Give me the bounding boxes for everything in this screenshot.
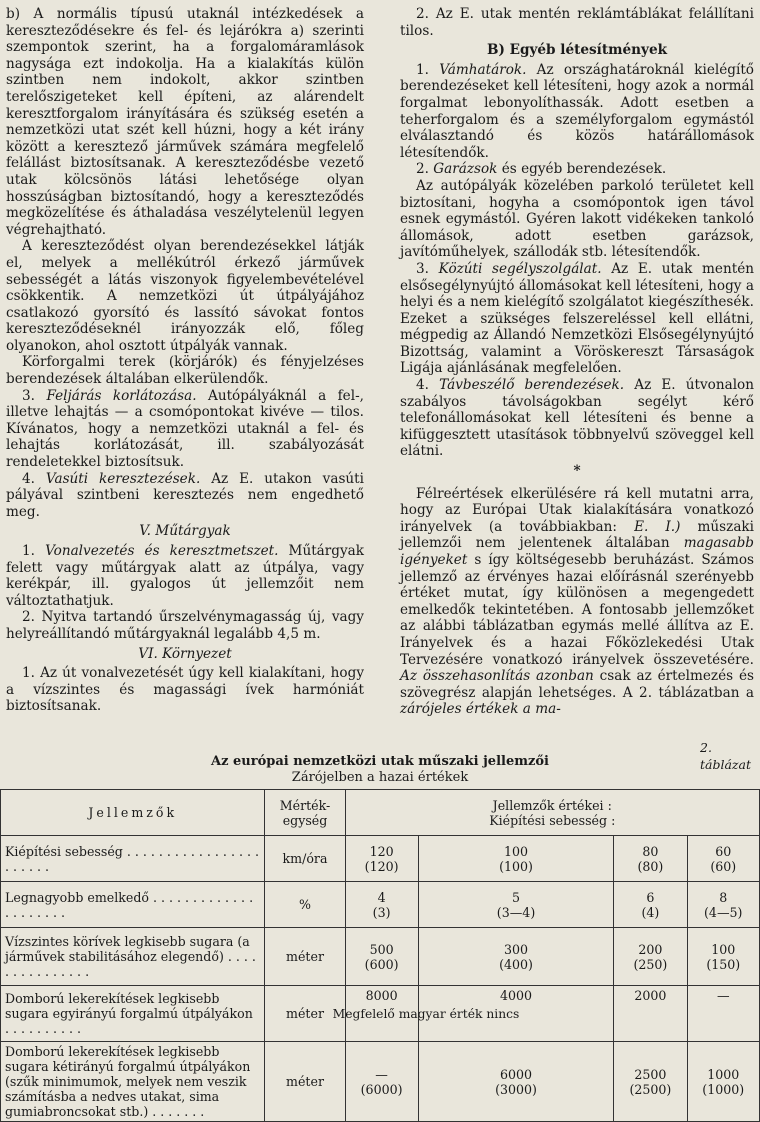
item-number: 2. bbox=[416, 161, 434, 178]
row-feature: Kiépítési sebesség . . . . . . . . . . . . . . . . . . . . . . . bbox=[1, 836, 265, 882]
item-title: Vámhatárok. bbox=[439, 61, 527, 78]
paragraph bbox=[400, 261, 754, 377]
paragraph: Körforgalmi terek (körjárók) és fényjelzéses berendezések általában elkerülendők. bbox=[6, 354, 364, 388]
header-feature: Jellemzők bbox=[1, 790, 265, 836]
table-row bbox=[1, 1042, 760, 1122]
item-title: Vonalvezetés és keresztmetszet. bbox=[45, 543, 279, 559]
header-values bbox=[345, 790, 759, 836]
table-body bbox=[1, 836, 760, 1122]
item-number: 3. bbox=[22, 387, 47, 404]
section-heading: VI. Környezet bbox=[138, 645, 232, 662]
item-number: 3. bbox=[416, 260, 439, 277]
text-run: magasabb igényeket bbox=[400, 535, 754, 568]
paragraph bbox=[6, 471, 364, 521]
row-unit: méter bbox=[265, 986, 345, 1042]
row-value: — (6000) bbox=[345, 1042, 418, 1122]
row-unit: méter bbox=[265, 1042, 345, 1122]
text-run: Az összehasonlítás azonban bbox=[400, 668, 594, 685]
right-column bbox=[400, 6, 754, 718]
row-feature: Legnagyobb emelkedő . . . . . . . . . . . . . . . . . . . . . bbox=[1, 882, 265, 928]
section-heading: V. Műtárgyak bbox=[139, 523, 231, 540]
row-value: 6 (4) bbox=[614, 882, 687, 928]
row-value: 500 (600) bbox=[345, 928, 418, 986]
text-run: csak az értelmezés és szövegrész alapján lehetséges. A 2. táblázatban a bbox=[400, 668, 754, 701]
row-unit: méter bbox=[265, 928, 345, 986]
row-note: Megfelelő magyar érték nincs bbox=[332, 1007, 520, 1021]
paragraph: b) A normális típusú utaknál intézkedések a kereszteződésekre és fel- és lejárókra a) szerinti szempontok szerint, ha a forgalomáramlások nagysága ezt indokolja. Ha a kialakítás külön szintben nem indokolt, akkor szintben terelőszigeteket kell építeni, az alárendelt keresztforgalom irányítására és szükség esetén a nemzetközi utat szét kell húzni, hogy a két irány között a keresztező járművek számára megfelelő felállást biztosítsanak. A kereszteződésbe vezető utak kölcsönös látási lehetősége olyan hosszúságban biztosítandó, hogy a kereszteződés megközelítése és áthaladása veszélytelenül legyen végrehajtható. bbox=[6, 6, 364, 238]
item-text: Az országhatároknál kielégítő berendezéseket kell létesíteni, hogy azok a normál forgalmat lebonyolíthassák. Adott esetben a teherforgalom és a személyforgalom egymástól elválasztandó és közös határállomások létesítendők. bbox=[400, 61, 754, 161]
separator-asterisk: * bbox=[573, 463, 581, 480]
row-value: 6000 (3000) bbox=[418, 1042, 614, 1122]
paragraph: Az autópályák közelében parkoló területet kell biztosítani, hogyha a csomópontok igen távol esnek egymástól. Gyéren lakott vidékeken tankoló állomások, adott esetben garázsok, javítóműhelyek, szállodák stb. létesítendők. bbox=[400, 177, 754, 261]
row-value: 200 (250) bbox=[614, 928, 687, 986]
row-feature: Domború lekerekítések legkisebb sugara egyirányú forgalmú útpályákon . . . . . . . . . . bbox=[1, 986, 265, 1042]
row-value: 4000 Megfelelő magyar érték nincs bbox=[418, 986, 614, 1042]
row-value: 4 (3) bbox=[345, 882, 418, 928]
paragraph bbox=[400, 486, 754, 718]
row-value: 1000 (1000) bbox=[687, 1042, 760, 1122]
table-subtitle: Zárójelben a hazai értékek bbox=[291, 770, 469, 785]
row-value: 120 (120) bbox=[345, 836, 418, 882]
row-value: 100 (100) bbox=[418, 836, 614, 882]
item-text: Autópályáknál a fel-, illetve lehajtás — a csomópontokat kivéve — tilos. Kívánatos, hogy a nemzetközi utaknál a fel- és lehajtás korlátozását, ill. szabályozását rendeletekkel biztosítsuk. bbox=[6, 387, 364, 471]
left-column bbox=[6, 6, 364, 715]
item-text: Az E. útvonalon szabályos távolságokban segélyt kérő telefonállomásokat kell létesíteni és benne a kifüggesztett utasítások többnyelvű szöveggel kell elátni. bbox=[400, 377, 754, 460]
row-value: 2000 bbox=[614, 986, 687, 1042]
item-number: 4. bbox=[416, 377, 440, 394]
row-value: 100 (150) bbox=[687, 928, 760, 986]
row-value: 5 (3—4) bbox=[418, 882, 614, 928]
item-text: Műtárgyak felett vagy műtárgyak alatt az útpálya, vagy kerékpár, ill. gyalogos út jellemzőit nem változtathatjuk. bbox=[6, 543, 364, 609]
row-feature: Vízszintes körívek legkisebb sugara (a járművek stabilitásához elegendő) . . . . . . . . . . . . . . . bbox=[1, 928, 265, 986]
item-number: 4. bbox=[22, 470, 46, 487]
table-row bbox=[1, 928, 760, 986]
row-unit: km/óra bbox=[265, 836, 345, 882]
paragraph: 2. Az E. utak mentén reklámtáblákat felállítani tilos. bbox=[400, 6, 754, 39]
table-row bbox=[1, 986, 760, 1042]
item-title: Garázsok bbox=[433, 161, 498, 178]
row-value: 80 (80) bbox=[614, 836, 687, 882]
row-value: — bbox=[687, 986, 760, 1042]
paragraph bbox=[400, 377, 754, 460]
header-unit: Mérték-egység bbox=[265, 790, 345, 836]
paragraph: A kereszteződést olyan berendezésekkel látják el, melyek a mellékútról érkező járművek sebességét a látás viszonyok figyelembevételével csökkentik. A nemzetközi út útpályájához csatlakozó gyorsító és lassító sávokat fontos kereszteződéseknél irányozzák elő, főleg olyanokon, ahol osztott útpályák vannak. bbox=[6, 238, 364, 354]
paragraph: 2. Nyitva tartandó űrszelvénymagasság új, vagy helyreállítandó műtárgyaknál legalább 4,5 m. bbox=[6, 609, 364, 642]
item-title: Vasúti keresztezések. bbox=[45, 470, 201, 487]
item-text: Az E. utak mentén elsősegélynyújtó állomásokat kell létesíteni, hogy a helyi és a nem kielégítő szolgálatot kiegészíthesék. Ezeket a szükséges felszereléssel kell ellátni, mégpedig az Állandó Nemzetközi Elsősegélynyújtó Bizottság, valamint a Vöröskereszt Társaságok Ligája ajánlásának megfelelően. bbox=[400, 260, 754, 377]
paragraph: 1. Az út vonalvezetését úgy kell kialakítani, hogy a vízszintes és magassági ívek harmóniát biztosítsanak. bbox=[6, 665, 364, 715]
header-values-line: Jellemzők értékei : bbox=[492, 797, 612, 813]
item-title: Feljárás korlátozása. bbox=[46, 387, 197, 404]
text-run: műszaki jellemzői nem jelentenek általában bbox=[400, 518, 755, 552]
paragraph bbox=[6, 388, 364, 471]
row-unit: % bbox=[265, 882, 345, 928]
row-value: 300 (400) bbox=[418, 928, 614, 986]
header-values-line: Kiépítési sebesség : bbox=[489, 812, 616, 828]
paragraph bbox=[6, 543, 364, 609]
section-heading: B) Egyéb létesítmények bbox=[486, 42, 668, 59]
row-value: 2500 (2500) bbox=[614, 1042, 687, 1122]
text-run: s így költségesebb beruházást. Számos jellemző az érvényes hazai előírásnál szerényebb értéket mutat, így különösen a megengedett emelkedők tekintetében. A fontosabb jellemzőket az alábbi táblázatban egymás mellé állítva az E. Irányelvek és a hazai Főközlekedési Utak Tervezésére vonatkozó irányelvek összevetésére. bbox=[400, 552, 754, 668]
text-run: E. I.) bbox=[634, 518, 681, 535]
item-number: 1. bbox=[22, 543, 46, 559]
text-run: Félreértések elkerülésére rá kell mutatni arra, hogy az Európai Utak kialakítására vonatkozó irányelvek (a továbbiakban: bbox=[400, 485, 754, 535]
row-value: 8000 bbox=[345, 986, 418, 1042]
item-text: és egyéb berendezések. bbox=[497, 161, 667, 178]
text-run: zárójeles értékek a ma- bbox=[400, 701, 561, 718]
row-value: 60 (60) bbox=[687, 836, 760, 882]
row-value: 8 (4—5) bbox=[687, 882, 760, 928]
paragraph bbox=[400, 62, 754, 162]
table-title: Az európai nemzetközi utak műszaki jellemzői bbox=[211, 754, 549, 769]
paragraph bbox=[400, 161, 754, 178]
item-title: Közúti segélyszolgálat. bbox=[438, 260, 602, 277]
table-row bbox=[1, 882, 760, 928]
table-row bbox=[1, 836, 760, 882]
characteristics-table bbox=[0, 789, 760, 1122]
row-feature: Domború lekerekítések legkisebb sugara kétirányú forgalmú útpályákon (szűk minimumok, melyek nem veszik számításba a nedves utakat, sima gumiabroncsokat stb.) . . . . . . . bbox=[1, 1042, 265, 1122]
item-title: Távbeszélő berendezések. bbox=[439, 377, 625, 394]
item-text: Az E. utakon vasúti pályával szintbeni keresztezés nem engedhető meg. bbox=[6, 470, 364, 520]
item-number: 1. bbox=[416, 61, 440, 78]
table-number: 2. táblázat bbox=[700, 740, 751, 772]
